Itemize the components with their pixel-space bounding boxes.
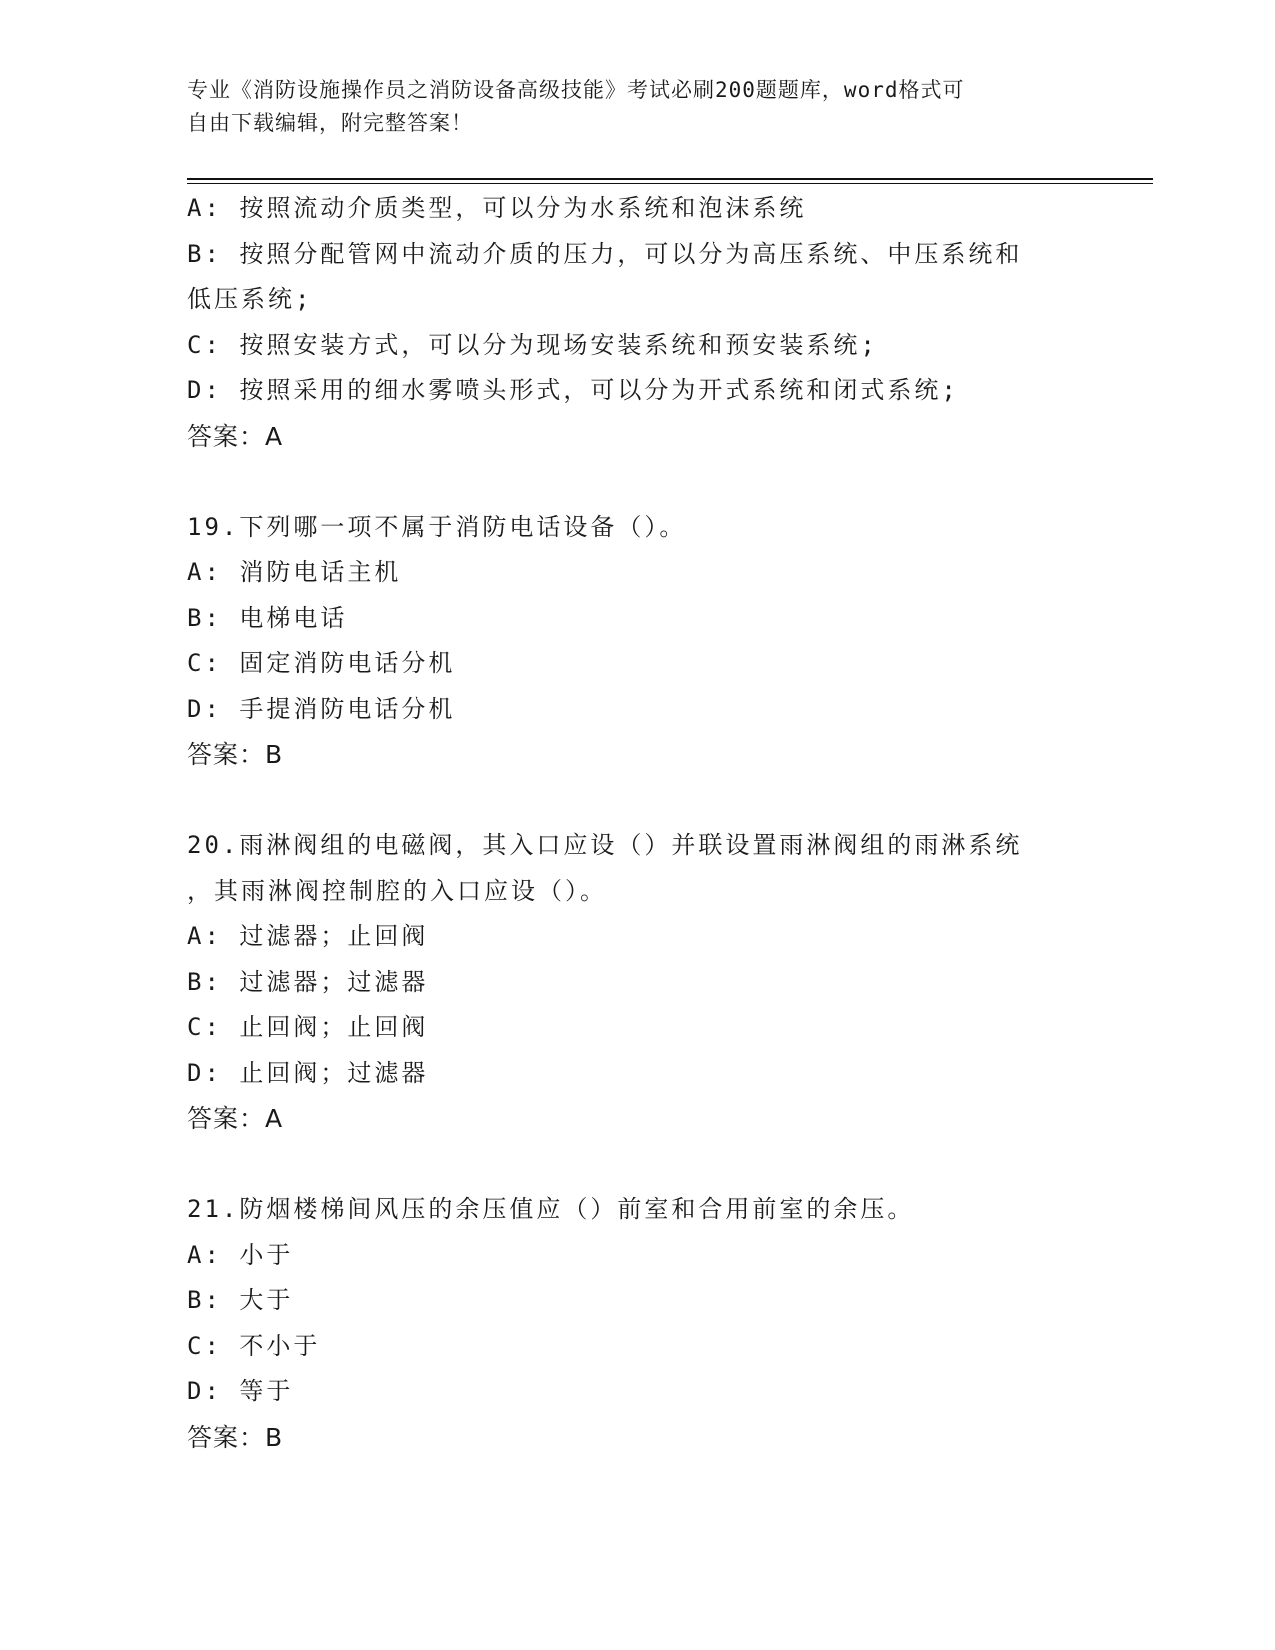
question-21: [187, 1187, 1087, 1460]
question-stem-continued: ，其雨淋阀控制腔的入口应设（）。: [187, 876, 607, 905]
header-line-2: 自由下载编辑，附完整答案！: [187, 111, 473, 135]
question-stem: 20.雨淋阀组的电磁阀，其入口应设（）并联设置雨淋阀组的雨淋系统: [187, 831, 1023, 859]
answer-line: 答案：B: [187, 1422, 284, 1452]
option-a: A: 过滤器；止回阀: [187, 922, 429, 950]
option-a: A: 小于: [187, 1240, 294, 1269]
option-d: D: 按照采用的细水雾喷头形式，可以分为开式系统和闭式系统;: [187, 376, 959, 404]
question-stem: 19.下列哪一项不属于消防电话设备（）。: [187, 512, 687, 541]
option-b: B: 过滤器；过滤器: [187, 967, 429, 996]
option-c: C: 止回阀；止回阀: [187, 1013, 429, 1041]
question-stem: 21.防烟楼梯间风压的余压值应（）前室和合用前室的余压。: [187, 1195, 915, 1223]
question-list: [187, 186, 1087, 1460]
question-19: [187, 505, 1087, 778]
option-c: C: 固定消防电话分机: [187, 649, 456, 677]
option-d: D: 止回阀；过滤器: [187, 1058, 429, 1087]
answer-line: 答案：A: [187, 421, 284, 451]
option-d: D: 手提消防电话分机: [187, 694, 456, 723]
option-a: A: 消防电话主机: [187, 558, 402, 586]
header-divider-thick: [187, 178, 1153, 180]
option-b: B: 按照分配管网中流动介质的压力，可以分为高压系统、中压系统和: [187, 239, 1023, 268]
option-b: B: 大于: [187, 1286, 294, 1314]
option-b-continued: 低压系统;: [187, 285, 313, 313]
option-d: D: 等于: [187, 1377, 294, 1405]
spacer: [187, 1142, 1087, 1188]
option-b: B: 电梯电话: [187, 603, 348, 632]
option-c: C: 不小于: [187, 1331, 321, 1360]
answer-line: 答案：B: [187, 740, 284, 769]
question-20: [187, 823, 1087, 1142]
option-c: C: 按照安装方式，可以分为现场安装系统和预安装系统;: [187, 330, 878, 359]
spacer: [187, 778, 1087, 824]
header-divider-thin: [187, 183, 1153, 184]
header-line-1: 专业《消防设施操作员之消防设备高级技能》考试必刷200题题库，word格式可: [187, 78, 965, 102]
spacer: [187, 459, 1087, 505]
option-a: A: 按照流动介质类型，可以分为水系统和泡沫系统: [187, 194, 807, 222]
answer-line: 答案：A: [187, 1104, 284, 1133]
question-18-continued: [187, 186, 1087, 459]
document-header: [187, 74, 1087, 140]
